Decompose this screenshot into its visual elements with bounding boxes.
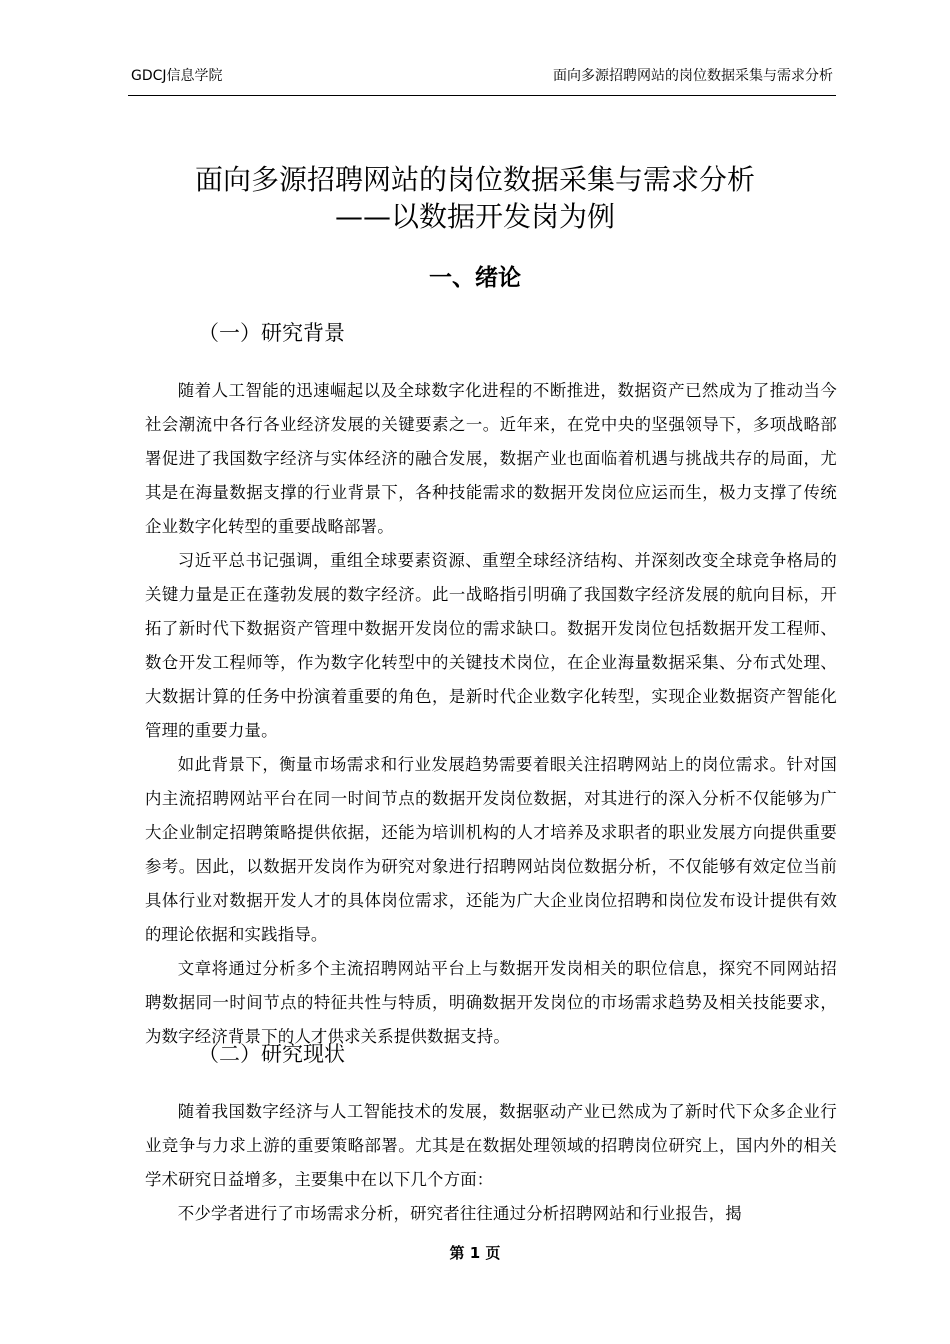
- paragraph: 不少学者进行了市场需求分析，研究者往往通过分析招聘网站和行业报告，揭: [177, 1204, 742, 1223]
- subsection-heading-status: （二）研究现状: [198, 1042, 345, 1066]
- header-running-title: 面向多源招聘网站的岗位数据采集与需求分析: [553, 68, 833, 84]
- header-divider: [128, 95, 836, 96]
- paragraph: 随着我国数字经济与人工智能技术的发展，数据驱动产业已然成为了新时代下众多企业行业竞争与力求上游的重要策略部署。尤其是在数据处理领域的招聘岗位研究上，国内外的相关学术研究日益增多，主要集中在以下几个方面：: [145, 1102, 837, 1189]
- header-institution: GDCJ信息学院: [131, 68, 223, 84]
- page-header: [0, 0, 950, 100]
- background-body: [145, 374, 837, 1054]
- paper-title: 面向多源招聘网站的岗位数据采集与需求分析: [194, 163, 755, 196]
- subsection-heading-background: （一）研究背景: [198, 321, 345, 345]
- paper-subtitle: ——以数据开发岗为例: [334, 200, 615, 233]
- paragraph: 如此背景下，衡量市场需求和行业发展趋势需要着眼关注招聘网站上的岗位需求。针对国内主流招聘网站平台在同一时间节点的数据开发岗位数据，对其进行的深入分析不仅能够为广大企业制定招聘策略提供依据，还能为培训机构的人才培养及求职者的职业发展方向提供重要参考。因此，以数据开发岗作为研究对象进行招聘网站岗位数据分析，不仅能够有效定位当前具体行业对数据开发人才的具体岗位需求，还能为广大企业岗位招聘和岗位发布设计提供有效的理论依据和实践指导。: [145, 755, 837, 944]
- page-number: 第 1 页: [449, 1244, 501, 1262]
- paragraph: 随着人工智能的迅速崛起以及全球数字化进程的不断推进，数据资产已然成为了推动当今社会潮流中各行各业经济发展的关键要素之一。近年来，在党中央的坚强领导下，多项战略部署促进了我国数字经济与实体经济的融合发展，数据产业也面临着机遇与挑战共存的局面，尤其是在海量数据支撑的行业背景下，各种技能需求的数据开发岗位应运而生，极力支撑了传统企业数字化转型的重要战略部署。: [145, 381, 837, 536]
- paragraph: 习近平总书记强调，重组全球要素资源、重塑全球经济结构、并深刻改变全球竞争格局的关键力量是正在蓬勃发展的数字经济。此一战略指引明确了我国数字经济发展的航向目标，开拓了新时代下数据资产管理中数据开发岗位的需求缺口。数据开发岗位包括数据开发工程师、数仓开发工程师等，作为数字化转型中的关键技术岗位，在企业海量数据采集、分布式处理、大数据计算的任务中扮演着重要的角色，是新时代企业数字化转型，实现企业数据资产智能化管理的重要力量。: [145, 551, 837, 740]
- section-heading-introduction: 一、绪论: [429, 265, 521, 291]
- paragraph: 文章将通过分析多个主流招聘网站平台上与数据开发岗相关的职位信息，探究不同网站招聘数据同一时间节点的特征共性与特质，明确数据开发岗位的市场需求趋势及相关技能要求，为数字经济背景下的人才供求关系提供数据支持。: [145, 959, 837, 1046]
- status-body: [145, 1095, 837, 1231]
